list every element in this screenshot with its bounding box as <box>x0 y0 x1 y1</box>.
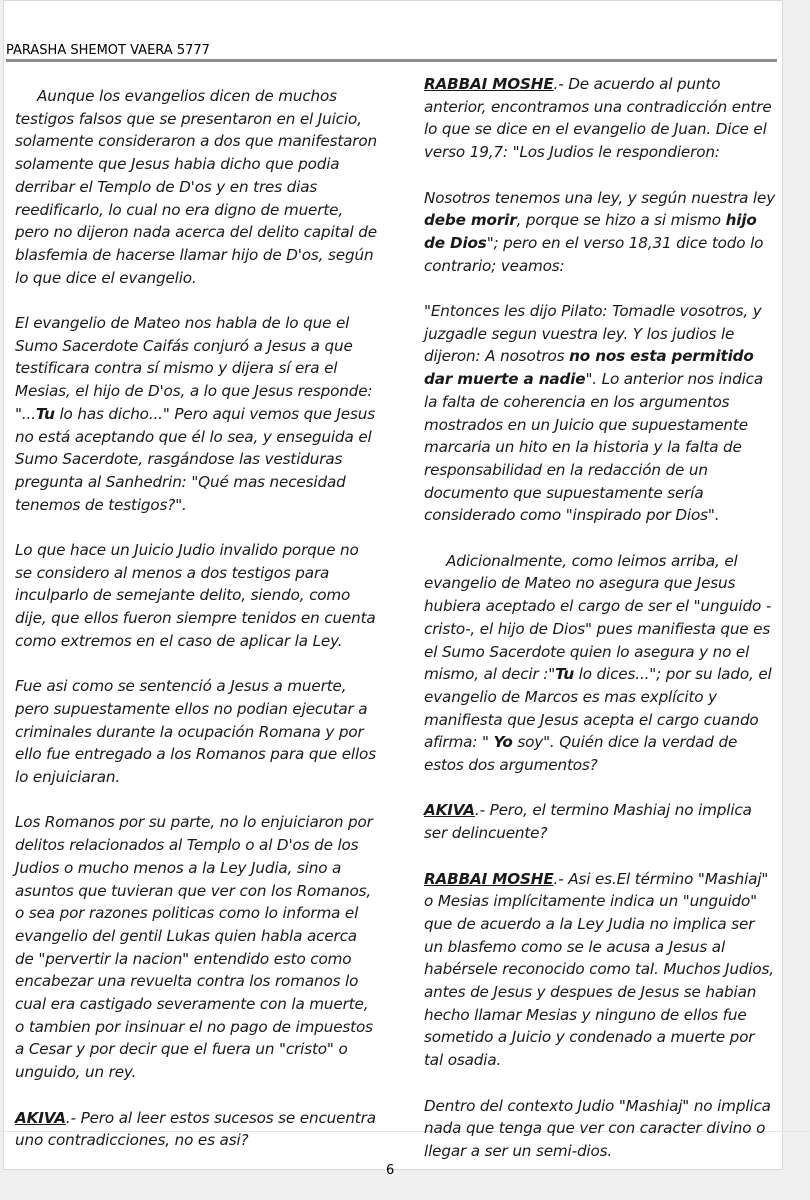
page-number: 6 <box>386 1163 395 1178</box>
speaker-name: RABBAI MOSHE <box>424 75 554 93</box>
paragraph: Los Romanos por su parte, no lo enjuiciaron por delitos relacionados al Templo o al D'os de los Judios o mucho menos a la Ley Judia, sino a asuntos que tuvieran que ver con los Romanos, o sea por razones politicas como lo informa el evangelio del gentil Lukas quien habla acerca de "pervertir la nacion" entendido esto como encabezar una revuelta contra los romanos lo cual era castigado severamente con la muerte, o tambien por insinuar el no pago de impuestos a Cesar y por decir que el fuera un "cristo" o unguido, un rey. <box>15 813 373 1082</box>
paragraph: "Entonces les dijo Pilato: Tomadle vosotros, y juzgadle segun vuestra ley. Y los judios le dijeron: A nosotros no nos esta permitido dar muerte a nadie". Lo anterior nos indica la falta de coherencia en los argumentos mostrados en un Juicio que supuestamente marcaria un hito en la historia y la falta de responsabilidad en la redacción de un documento que supuestamente sería considerado como "inspirado por Dios". <box>424 302 764 525</box>
paragraph: Lo que hace un Juicio Judio invalido porque no se considero al menos a dos testigos para inculparlo de semejante delito, siendo, como dije, que ellos fueron siempre tenidos en cuenta como extremos en el caso de aplicar la Ley. <box>15 541 376 650</box>
paragraph: AKIVA.- Pero, el termino Mashiaj no implica ser delincuente? <box>424 801 752 843</box>
paragraph: Aunque los evangelios dicen de muchos testigos falsos que se presentaron en el Juicio, solamente consideraron a dos que manifestaron solamente que Jesus habia dicho que podia derribar el Templo de D'os y en tres dias reedificarlo, lo cual no era digno de muerte, pero no dijeron nada acerca del delito capital de blasfemia de hacerse llamar hijo de D'os, según lo que dice el evangelio. <box>15 87 378 287</box>
paragraph: Fue asi como se sentenció a Jesus a muerte, pero supuestamente ellos no podian ejecutar a criminales durante la ocupación Romana y por ello fue entregado a los Romanos para que ellos lo enjuiciaran. <box>15 677 376 787</box>
paragraph: Nosotros tenemos una ley, y según nuestra ley debe morir, porque se hizo a si mismo hijo de Dios"; pero en el verso 18,31 dice todo lo contrario; veamos: <box>424 188 776 275</box>
page-header <box>6 42 777 62</box>
paragraph: RABBAI MOSHE.- De acuerdo al punto anterior, encontramos una contradicción entre lo que se dice en el evangelio de Juan. Dice el verso 19,7: "Los Judios le respondieron: <box>424 75 772 162</box>
right-column <box>424 73 776 1185</box>
speaker-name: AKIVA <box>15 1108 66 1127</box>
speaker-name: RABBAI MOSHE <box>424 869 554 888</box>
speaker-name: AKIVA <box>424 801 475 820</box>
paragraph: AKIVA.- Pero al leer estos sucesos se encuentra uno contradicciones, no es asi? <box>15 1108 376 1150</box>
paragraph: RABBAI MOSHE.- Asi es.El término "Mashiaj" o Mesias implícitamente indica un "unguido" que de acuerdo a la Ley Judia no implica ser un blasfemo como se le acusa a Jesus al habérsele reconocido como tal. Muchos Judios, antes de Jesus y despues de Jesus se habian hecho llamar Mesias y ninguno de ellos fue sometido a Juicio y condenado a muerte por tal osadia. <box>424 869 774 1070</box>
left-column <box>15 85 377 1175</box>
paragraph: Dentro del contexto Judio "Mashiaj" no implica nada que tenga que ver con caracter divino o llegar a ser un semi-dios. <box>424 1096 771 1160</box>
paragraph: Adicionalmente, como leimos arriba, el evangelio de Mateo no asegura que Jesus hubiera aceptado el cargo de ser el "unguido - cristo-, el hijo de Dios" pues manifiesta que es el Sumo Sacerdote quien lo asegura y no el mismo, al decir :"Tu lo dices..."; por su lado, el evangelio de Marcos es mas explícito y manifiesta que Jesus acepta el cargo cuando afirma: " Yo soy". Quién dice la verdad de estos dos argumentos? <box>424 551 772 775</box>
header-title: PARASHA SHEMOT VAERA 5777 <box>6 43 210 58</box>
paragraph: El evangelio de Mateo nos habla de lo que el Sumo Sacerdote Caifás conjuró a Jesus a que testificara contra sí mismo y dijera sí era el Mesias, el hijo de D'os, a lo que Jesus responde: "...Tu lo has dicho..." Pero aqui vemos que Jesus no está aceptando que él lo sea, y enseguida el Sumo Sacerdote, rasgándose las vestiduras pregunta al Sanhedrin: "Qué mas necesidad tenemos de testigos?". <box>15 314 375 514</box>
